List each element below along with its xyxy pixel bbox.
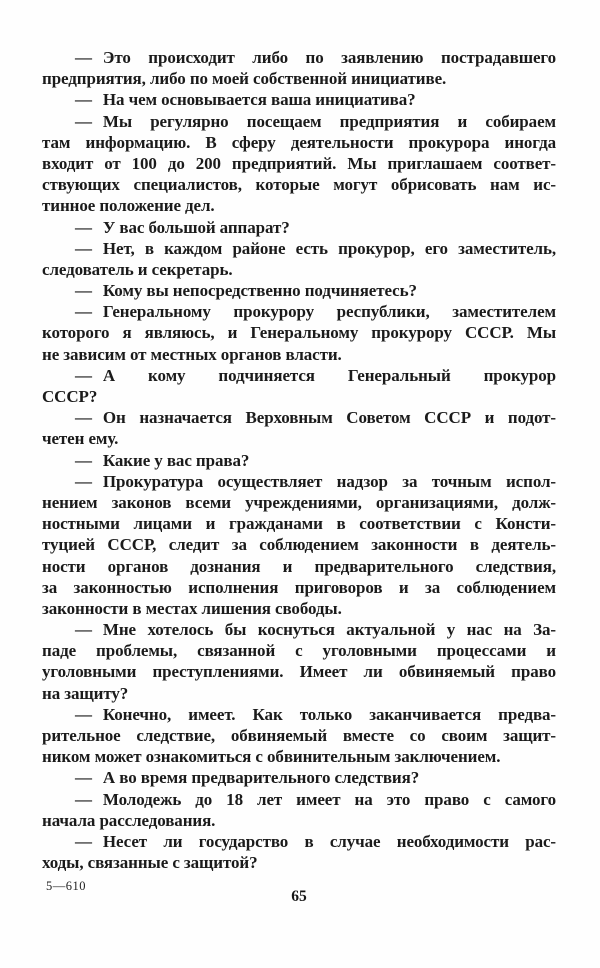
text-line: там информацию. В сферу деятельности прокурора иногда xyxy=(42,132,556,152)
text-line: — На чем основывается ваша инициатива? xyxy=(75,90,416,110)
page-number: 65 xyxy=(291,888,307,905)
text-line: — Какие у вас права? xyxy=(75,450,250,470)
paragraph xyxy=(42,89,556,110)
text-line: законности в местах лишения свободы. xyxy=(42,598,342,618)
page-text-column xyxy=(42,47,556,873)
text-line: — Мне хотелось бы коснуться актуальной у нас на За- xyxy=(75,620,556,640)
paragraph xyxy=(42,238,556,280)
text-line: которого я являюсь, и Генеральному прокурору СССР. Мы xyxy=(42,323,556,343)
paragraph xyxy=(42,704,556,768)
text-line: входит от 100 до 200 предприятий. Мы приглашаем соответ- xyxy=(42,153,556,173)
paragraph xyxy=(42,831,556,873)
speech-dash: — xyxy=(75,408,92,428)
text-line: на защиту? xyxy=(42,683,129,703)
text-line: — Он назначается Верховным Советом СССР и подот- xyxy=(75,408,556,428)
text-line: не зависим от местных органов власти. xyxy=(42,344,342,364)
speech-dash: — xyxy=(75,831,92,851)
text-line: — А кому подчиняется Генеральный прокурор xyxy=(75,365,556,385)
print-signature-mark: 5—610 xyxy=(46,879,86,893)
text-line: — У вас большой аппарат? xyxy=(75,217,290,237)
speech-dash: — xyxy=(75,704,92,724)
paragraph xyxy=(42,111,556,217)
paragraph xyxy=(42,471,556,619)
speech-dash: — xyxy=(75,302,92,322)
text-line: — Молодежь до 18 лет имеет на это право с самого xyxy=(75,789,556,809)
text-line: — Прокуратура осуществляет надзор за точным испол- xyxy=(75,471,556,491)
speech-dash: — xyxy=(75,620,92,640)
paragraph xyxy=(42,47,556,89)
speech-dash: — xyxy=(75,450,92,470)
paragraph xyxy=(42,407,556,449)
paragraph xyxy=(42,301,556,365)
text-line: туцией СССР, следит за соблюдением законности в деятель- xyxy=(42,535,556,555)
paragraph xyxy=(42,280,556,301)
text-line: — Это происходит либо по заявлению пострадавшего xyxy=(75,48,556,67)
text-line: за законностью исполнения приговоров и за соблюдением xyxy=(42,577,556,597)
speech-dash: — xyxy=(75,365,92,385)
text-line: тинное положение дел. xyxy=(42,196,215,216)
text-line: ником может ознакомиться с обвинительным заключением. xyxy=(42,747,501,767)
text-line: рительное следствие, обвиняемый вместе со своим защит- xyxy=(42,726,556,745)
speech-dash: — xyxy=(75,789,92,809)
text-line: уголовными преступлениями. Имеет ли обвиняемый право xyxy=(42,662,556,682)
text-line: предприятия, либо по моей собственной инициативе. xyxy=(42,69,447,89)
text-line: паде проблемы, связанной с уголовными процессами и xyxy=(42,641,556,661)
text-line: СССР? xyxy=(42,387,98,406)
paragraph xyxy=(42,619,556,704)
text-line: — Несет ли государство в случае необходимости рас- xyxy=(75,831,556,851)
text-line: — Генеральному прокурору республики, заместителем xyxy=(75,302,556,322)
speech-dash: — xyxy=(75,111,92,131)
speech-dash: — xyxy=(75,90,92,110)
speech-dash: — xyxy=(75,768,92,788)
text-line: — А во время предварительного следствия? xyxy=(75,768,420,788)
text-line: — Мы регулярно посещаем предприятия и собираем xyxy=(75,111,556,131)
speech-dash: — xyxy=(75,281,92,301)
speech-dash: — xyxy=(75,238,92,258)
text-line: нением законов всеми учреждениями, организациями, долж- xyxy=(42,492,556,512)
paragraph xyxy=(42,217,556,238)
speech-dash: — xyxy=(75,48,92,67)
text-line: ходы, связанные с защитой? xyxy=(42,853,258,873)
speech-dash: — xyxy=(75,217,92,237)
paragraph xyxy=(42,365,556,407)
text-line: ностными лицами и гражданами в соответствии с Консти- xyxy=(42,514,556,534)
text-line: ствующих специалистов, которые могут обрисовать нам ис- xyxy=(42,175,556,195)
text-line: — Нет, в каждом районе есть прокурор, его заместитель, xyxy=(75,238,556,258)
text-line: — Конечно, имеет. Как только заканчивается предва- xyxy=(75,704,556,724)
text-line: четен ему. xyxy=(42,429,119,449)
text-line: начала расследования. xyxy=(42,810,216,830)
paragraph xyxy=(42,789,556,831)
text-line: следователь и секретарь. xyxy=(42,259,233,279)
paragraph xyxy=(42,450,556,471)
paragraph xyxy=(42,767,556,788)
text-line: — Кому вы непосредственно подчиняетесь? xyxy=(75,281,417,301)
speech-dash: — xyxy=(75,471,92,491)
text-line: ности органов дознания и предварительного следствия, xyxy=(42,556,556,576)
